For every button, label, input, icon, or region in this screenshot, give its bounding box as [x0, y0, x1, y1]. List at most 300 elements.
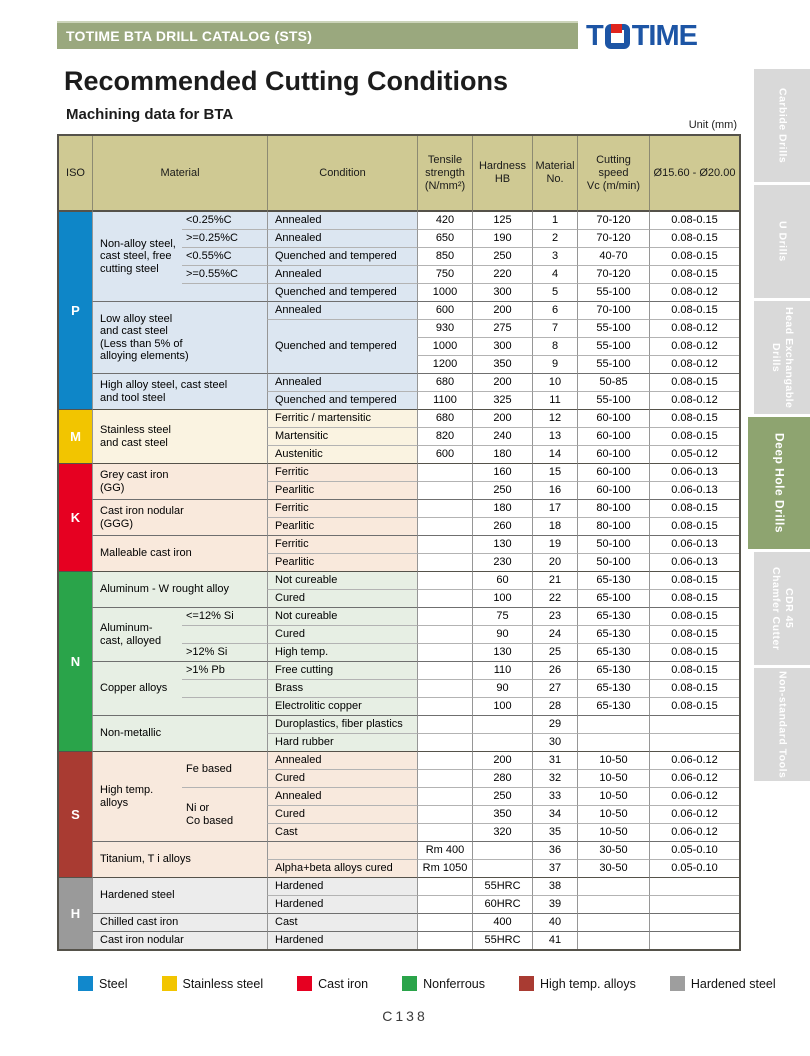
feed-cell: 0.05-0.10 [649, 859, 739, 877]
sidebar-tab-head-exchangable-drills[interactable]: Head Exchangable Drills [754, 301, 810, 414]
material-no-cell: 4 [532, 265, 577, 283]
condition-cell: Annealed [267, 787, 417, 805]
condition-cell: Electrolitic copper [267, 697, 417, 715]
tensile-cell [417, 805, 472, 823]
cutting-speed-cell: 60-100 [577, 427, 649, 445]
material-no-cell: 31 [532, 751, 577, 769]
material-no-cell: 10 [532, 373, 577, 391]
sub-material-cell [182, 625, 267, 643]
catalog-title: TOTIME BTA DRILL CATALOG (STS) [66, 28, 313, 44]
cutting-speed-cell: 50-100 [577, 535, 649, 553]
material-cell: High alloy steel, cast steel and tool steel [92, 373, 267, 409]
tensile-cell [417, 895, 472, 913]
cutting-speed-cell: 55-100 [577, 355, 649, 373]
material-no-cell: 28 [532, 697, 577, 715]
feed-cell: 0.08-0.15 [649, 697, 739, 715]
cutting-speed-cell: 10-50 [577, 823, 649, 841]
legend-item-cast-iron [297, 976, 368, 991]
material-no-cell: 8 [532, 337, 577, 355]
totime-logo [586, 20, 697, 52]
cutting-speed-cell: 70-120 [577, 265, 649, 283]
tensile-cell: 850 [417, 247, 472, 265]
sub-material-cell: <=12% Si [182, 607, 267, 625]
cutting-speed-cell: 10-50 [577, 751, 649, 769]
legend-item-steel [78, 976, 128, 991]
hardness-cell: 300 [472, 283, 532, 301]
table-row [59, 715, 739, 733]
tensile-cell [417, 643, 472, 661]
material-cell: Non-alloy steel, cast steel, free cutting steel [92, 211, 182, 301]
tensile-cell: 420 [417, 211, 472, 229]
feed-cell: 0.08-0.15 [649, 625, 739, 643]
unit-label: Unit (mm) [688, 119, 737, 131]
hardness-cell: 100 [472, 589, 532, 607]
cutting-speed-cell: 65-130 [577, 679, 649, 697]
feed-cell: 0.08-0.15 [649, 247, 739, 265]
hardness-cell: 125 [472, 211, 532, 229]
feed-cell: 0.08-0.15 [649, 679, 739, 697]
feed-cell: 0.08-0.12 [649, 283, 739, 301]
iso-cell: M [59, 409, 92, 463]
feed-cell: 0.06-0.12 [649, 769, 739, 787]
feed-cell [649, 715, 739, 733]
tensile-cell [417, 679, 472, 697]
feed-cell: 0.08-0.15 [649, 427, 739, 445]
material-no-cell: 40 [532, 913, 577, 931]
column-header-diameter: Ø15.60 - Ø20.00 [649, 136, 739, 211]
cutting-speed-cell [577, 733, 649, 751]
hardness-cell: 350 [472, 355, 532, 373]
feed-cell [649, 931, 739, 949]
condition-cell: Austenitic [267, 445, 417, 463]
material-no-cell: 5 [532, 283, 577, 301]
logo-red-square [611, 24, 622, 33]
page-subtitle: Machining data for BTA [66, 106, 234, 123]
tensile-cell [417, 931, 472, 949]
sub-material-cell [182, 697, 267, 715]
iso-cell: N [59, 571, 92, 751]
sub-material-cell [182, 679, 267, 697]
material-no-cell: 2 [532, 229, 577, 247]
hardness-cell: 60 [472, 571, 532, 589]
cutting-speed-cell: 70-120 [577, 229, 649, 247]
legend [78, 976, 776, 991]
column-header-material: Material [92, 136, 267, 211]
tensile-cell: Rm 1050 [417, 859, 472, 877]
hardness-cell: 230 [472, 553, 532, 571]
hardness-cell: 180 [472, 445, 532, 463]
logo-text-t: T [586, 19, 603, 52]
hardness-cell: 75 [472, 607, 532, 625]
feed-cell: 0.05-0.12 [649, 445, 739, 463]
tensile-cell [417, 697, 472, 715]
material-cell: Copper alloys [92, 661, 182, 715]
feed-cell: 0.08-0.15 [649, 265, 739, 283]
hardness-cell: 60HRC [472, 895, 532, 913]
feed-cell: 0.06-0.12 [649, 787, 739, 805]
material-no-cell: 9 [532, 355, 577, 373]
material-cell: Aluminum- cast, alloyed [92, 607, 182, 661]
condition-cell: Cured [267, 625, 417, 643]
material-no-cell: 15 [532, 463, 577, 481]
cutting-speed-cell: 60-100 [577, 481, 649, 499]
cutting-speed-cell: 55-100 [577, 319, 649, 337]
feed-cell: 0.08-0.15 [649, 517, 739, 535]
hardness-cell: 275 [472, 319, 532, 337]
condition-cell: Annealed [267, 211, 417, 229]
tensile-cell [417, 553, 472, 571]
material-cell: Aluminum - W rought alloy [92, 571, 267, 607]
tensile-cell: 600 [417, 301, 472, 319]
cutting-speed-cell: 30-50 [577, 841, 649, 859]
sidebar-tab-deep-hole-drills[interactable]: Deep Hole Drills [748, 417, 810, 549]
steel-swatch [78, 976, 93, 991]
material-cell: Chilled cast iron [92, 913, 267, 931]
condition-cell: Ferritic / martensitic [267, 409, 417, 427]
high-temp-alloys-swatch [519, 976, 534, 991]
tensile-cell: 1000 [417, 283, 472, 301]
hardness-cell: 130 [472, 643, 532, 661]
iso-cell: P [59, 211, 92, 409]
cutting-speed-cell: 70-120 [577, 211, 649, 229]
hardness-cell: 110 [472, 661, 532, 679]
column-header-speed: Cutting speed Vc (m/min) [577, 136, 649, 211]
hardness-cell: 200 [472, 301, 532, 319]
tensile-cell [417, 769, 472, 787]
feed-cell: 0.08-0.15 [649, 643, 739, 661]
hardness-cell [472, 715, 532, 733]
material-cell: Stainless steel and cast steel [92, 409, 267, 463]
sidebar-tabs [748, 69, 810, 781]
cutting-speed-cell: 60-100 [577, 409, 649, 427]
feed-cell: 0.06-0.12 [649, 823, 739, 841]
tensile-cell: 820 [417, 427, 472, 445]
hardness-cell: 200 [472, 751, 532, 769]
table-row [59, 301, 739, 319]
tensile-cell: 650 [417, 229, 472, 247]
feed-cell [649, 877, 739, 895]
hardness-cell [472, 859, 532, 877]
material-no-cell: 38 [532, 877, 577, 895]
material-no-cell: 30 [532, 733, 577, 751]
nonferrous-swatch [402, 976, 417, 991]
sidebar-tab-carbide-drills[interactable]: Carbide Drills [754, 69, 810, 182]
sidebar-tab-u-drills[interactable]: U Drills [754, 185, 810, 298]
condition-cell: Duroplastics, fiber plastics [267, 715, 417, 733]
condition-cell: Martensitic [267, 427, 417, 445]
condition-cell: Annealed [267, 265, 417, 283]
hardened-steel-swatch [670, 976, 685, 991]
feed-cell: 0.08-0.12 [649, 355, 739, 373]
condition-cell: Annealed [267, 301, 417, 319]
cutting-speed-cell: 55-100 [577, 337, 649, 355]
material-no-cell: 11 [532, 391, 577, 409]
feed-cell: 0.06-0.13 [649, 535, 739, 553]
legend-label: Steel [99, 976, 128, 991]
hardness-cell: 55HRC [472, 931, 532, 949]
condition-cell: Pearlitic [267, 481, 417, 499]
condition-cell: Annealed [267, 373, 417, 391]
table-row [59, 607, 739, 625]
feed-cell: 0.08-0.15 [649, 607, 739, 625]
feed-cell: 0.08-0.15 [649, 661, 739, 679]
table-row [59, 463, 739, 481]
table-row [59, 931, 739, 949]
legend-item-high-temp-alloys [519, 976, 636, 991]
condition-cell: Hardened [267, 931, 417, 949]
table-row [59, 751, 739, 769]
cutting-speed-cell: 65-130 [577, 643, 649, 661]
cutting-speed-cell: 55-100 [577, 391, 649, 409]
condition-cell: Cured [267, 805, 417, 823]
iso-cell: S [59, 751, 92, 877]
sidebar-tab-non-standard-tools[interactable]: Non-standard Tools [754, 668, 810, 781]
feed-cell [649, 895, 739, 913]
feed-cell: 0.08-0.12 [649, 391, 739, 409]
tensile-cell: 1200 [417, 355, 472, 373]
cutting-speed-cell [577, 913, 649, 931]
legend-label: High temp. alloys [539, 976, 636, 991]
material-no-cell: 12 [532, 409, 577, 427]
material-no-cell: 16 [532, 481, 577, 499]
table-row [59, 373, 739, 391]
tensile-cell [417, 661, 472, 679]
tensile-cell [417, 481, 472, 499]
condition-cell: Quenched and tempered [267, 283, 417, 301]
feed-cell: 0.08-0.15 [649, 409, 739, 427]
tensile-cell [417, 499, 472, 517]
condition-cell: Quenched and tempered [267, 391, 417, 409]
material-no-cell: 29 [532, 715, 577, 733]
tensile-cell [417, 463, 472, 481]
material-no-cell: 18 [532, 517, 577, 535]
sub-material-cell [182, 283, 267, 301]
material-no-cell: 13 [532, 427, 577, 445]
column-header-iso: ISO [59, 136, 92, 211]
hardness-cell: 220 [472, 265, 532, 283]
cutting-speed-cell: 60-100 [577, 463, 649, 481]
feed-cell: 0.08-0.15 [649, 373, 739, 391]
hardness-cell: 250 [472, 481, 532, 499]
feed-cell [649, 733, 739, 751]
cutting-speed-cell: 40-70 [577, 247, 649, 265]
condition-cell: Annealed [267, 751, 417, 769]
cutting-speed-cell: 10-50 [577, 769, 649, 787]
material-cell: Non-metallic [92, 715, 267, 751]
tensile-cell [417, 913, 472, 931]
tensile-cell [417, 607, 472, 625]
tensile-cell [417, 787, 472, 805]
legend-item-hardened-steel [670, 976, 776, 991]
material-no-cell: 26 [532, 661, 577, 679]
condition-cell: Brass [267, 679, 417, 697]
cutting-speed-cell: 70-100 [577, 301, 649, 319]
table-row [59, 841, 739, 859]
hardness-cell: 90 [472, 625, 532, 643]
material-no-cell: 19 [532, 535, 577, 553]
feed-cell: 0.08-0.15 [649, 589, 739, 607]
material-no-cell: 36 [532, 841, 577, 859]
cutting-speed-cell: 80-100 [577, 499, 649, 517]
feed-cell: 0.08-0.15 [649, 211, 739, 229]
table-row [59, 571, 739, 589]
table-row [59, 535, 739, 553]
condition-cell: Hardened [267, 895, 417, 913]
feed-cell: 0.08-0.12 [649, 319, 739, 337]
tensile-cell [417, 535, 472, 553]
condition-cell: Ferritic [267, 499, 417, 517]
condition-cell: Cured [267, 589, 417, 607]
hardness-cell: 100 [472, 697, 532, 715]
material-no-cell: 27 [532, 679, 577, 697]
hardness-cell: 250 [472, 787, 532, 805]
material-no-cell: 39 [532, 895, 577, 913]
feed-cell: 0.06-0.12 [649, 805, 739, 823]
tensile-cell: 750 [417, 265, 472, 283]
column-header-tensile: Tensile strength (N/mm²) [417, 136, 472, 211]
condition-cell: Not cureable [267, 607, 417, 625]
material-no-cell: 22 [532, 589, 577, 607]
material-no-cell: 33 [532, 787, 577, 805]
condition-cell: Quenched and tempered [267, 247, 417, 265]
table-row [59, 661, 739, 679]
condition-cell [267, 841, 417, 859]
cutting-speed-cell: 65-130 [577, 571, 649, 589]
condition-cell: Cast [267, 913, 417, 931]
iso-cell: K [59, 463, 92, 571]
tensile-cell [417, 517, 472, 535]
material-cell: Low alloy steel and cast steel (Less than 5% of alloying elements) [92, 301, 267, 373]
sub-material-cell: >12% Si [182, 643, 267, 661]
tensile-cell [417, 733, 472, 751]
tensile-cell [417, 877, 472, 895]
table-row [59, 877, 739, 895]
hardness-cell [472, 733, 532, 751]
cutting-speed-cell: 60-100 [577, 445, 649, 463]
cutting-speed-cell: 65-130 [577, 661, 649, 679]
sub-material-cell: >=0.25%C [182, 229, 267, 247]
sub-material-cell: Ni or Co based [182, 787, 267, 841]
feed-cell: 0.08-0.15 [649, 499, 739, 517]
page-number: C138 [382, 1008, 428, 1024]
table-row [59, 499, 739, 517]
tensile-cell [417, 823, 472, 841]
material-no-cell: 41 [532, 931, 577, 949]
hardness-cell: 160 [472, 463, 532, 481]
hardness-cell: 325 [472, 391, 532, 409]
hardness-cell: 250 [472, 247, 532, 265]
tensile-cell: 930 [417, 319, 472, 337]
cutting-speed-cell: 30-50 [577, 859, 649, 877]
tensile-cell: 680 [417, 409, 472, 427]
hardness-cell [472, 841, 532, 859]
logo-o-mark [605, 24, 630, 49]
feed-cell: 0.08-0.15 [649, 229, 739, 247]
catalog-header-bar [57, 21, 578, 49]
hardness-cell: 180 [472, 499, 532, 517]
material-no-cell: 3 [532, 247, 577, 265]
condition-cell: Hardened [267, 877, 417, 895]
condition-cell: Cast [267, 823, 417, 841]
feed-cell: 0.08-0.12 [649, 337, 739, 355]
cutting-speed-cell: 10-50 [577, 805, 649, 823]
condition-cell: High temp. [267, 643, 417, 661]
legend-label: Nonferrous [423, 976, 485, 991]
cutting-speed-cell: 50-85 [577, 373, 649, 391]
cutting-speed-cell: 55-100 [577, 283, 649, 301]
material-cell: Cast iron nodular [92, 931, 267, 949]
condition-cell: Ferritic [267, 463, 417, 481]
stainless-steel-swatch [162, 976, 177, 991]
cutting-speed-cell: 50-100 [577, 553, 649, 571]
material-no-cell: 24 [532, 625, 577, 643]
tensile-cell: Rm 400 [417, 841, 472, 859]
material-no-cell: 1 [532, 211, 577, 229]
tensile-cell [417, 751, 472, 769]
material-cell: Grey cast iron (GG) [92, 463, 267, 499]
legend-label: Cast iron [318, 976, 369, 991]
material-no-cell: 32 [532, 769, 577, 787]
cutting-speed-cell: 65-130 [577, 697, 649, 715]
table-row [59, 409, 739, 427]
hardness-cell: 190 [472, 229, 532, 247]
feed-cell: 0.08-0.15 [649, 301, 739, 319]
material-no-cell: 25 [532, 643, 577, 661]
material-cell: High temp. alloys [92, 751, 182, 841]
hardness-cell: 280 [472, 769, 532, 787]
tensile-cell [417, 715, 472, 733]
cutting-speed-cell [577, 895, 649, 913]
condition-cell: Cured [267, 769, 417, 787]
cutting-speed-cell: 65-130 [577, 607, 649, 625]
material-no-cell: 14 [532, 445, 577, 463]
condition-cell: Not cureable [267, 571, 417, 589]
hardness-cell: 350 [472, 805, 532, 823]
sub-material-cell: <0.25%C [182, 211, 267, 229]
feed-cell: 0.06-0.13 [649, 481, 739, 499]
column-header-material-no: Material No. [532, 136, 577, 211]
table-row [59, 211, 739, 229]
hardness-cell: 200 [472, 373, 532, 391]
cutting-speed-cell: 65-100 [577, 589, 649, 607]
sub-material-cell: >1% Pb [182, 661, 267, 679]
cutting-speed-cell: 80-100 [577, 517, 649, 535]
hardness-cell: 260 [472, 517, 532, 535]
material-cell: Cast iron nodular (GGG) [92, 499, 267, 535]
sidebar-tab-cdr-45-chamfer-cutter[interactable]: CDR 45 Chamfer Cutter [754, 552, 810, 665]
condition-cell: Pearlitic [267, 553, 417, 571]
sub-material-cell: >=0.55%C [182, 265, 267, 283]
material-no-cell: 34 [532, 805, 577, 823]
tensile-cell: 680 [417, 373, 472, 391]
material-cell: Hardened steel [92, 877, 267, 913]
tensile-cell [417, 589, 472, 607]
cast-iron-swatch [297, 976, 312, 991]
hardness-cell: 320 [472, 823, 532, 841]
column-header-condition: Condition [267, 136, 417, 211]
iso-cell: H [59, 877, 92, 949]
material-no-cell: 21 [532, 571, 577, 589]
material-no-cell: 6 [532, 301, 577, 319]
tensile-cell: 1000 [417, 337, 472, 355]
feed-cell [649, 913, 739, 931]
feed-cell: 0.05-0.10 [649, 841, 739, 859]
cutting-speed-cell [577, 931, 649, 949]
material-no-cell: 37 [532, 859, 577, 877]
tensile-cell [417, 625, 472, 643]
logo-text-time: TIME [631, 19, 697, 52]
feed-cell: 0.06-0.12 [649, 751, 739, 769]
